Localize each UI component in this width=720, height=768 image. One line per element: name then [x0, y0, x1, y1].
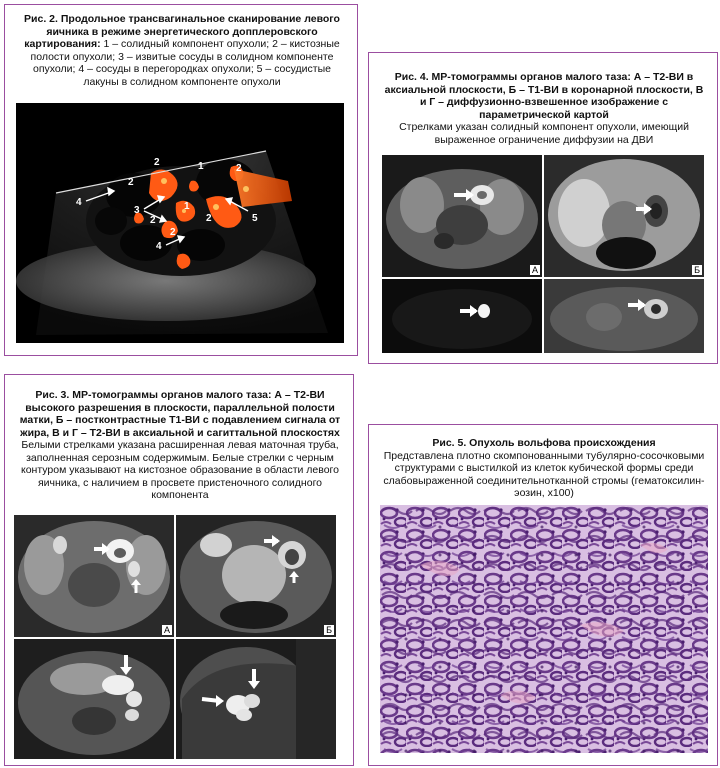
us-marker: 2 [154, 157, 160, 168]
mri-adc-map-image [544, 279, 704, 353]
us-marker: 4 [156, 241, 162, 252]
figure-4-caption [383, 71, 705, 146]
panel-label-a: А [163, 625, 170, 635]
figure-5-title: Рис. 5. Опухоль вольфова происхождения [432, 437, 656, 449]
us-marker: 2 [170, 227, 176, 238]
panel-label-b: Б [326, 625, 332, 635]
figure-5-body: Представлена плотно скомпонованными тубулярно-сосочковыми структурами с выстилкой из клеток кубической формы среди слабовыраженной соединительнотканной стромы (гематоксилин-эозин, х100) [383, 449, 705, 499]
us-marker: 2 [128, 177, 134, 188]
ultrasound-image [16, 103, 344, 343]
figure-5-panel [368, 424, 718, 766]
us-marker: 1 [184, 201, 190, 212]
us-marker: 3 [134, 205, 140, 216]
figure-4-panel [368, 52, 718, 364]
panel-label-b: Б [694, 265, 700, 275]
mri-dwi-image [382, 279, 542, 353]
mri-t2-sagittal-image [176, 639, 336, 759]
panel-label-a: А [531, 265, 538, 275]
mri-coronal-t1-image [544, 155, 704, 277]
figure-5-caption [383, 437, 705, 500]
us-marker: 2 [206, 213, 212, 224]
figure-4-body: Стрелками указан солидный компонент опухоли, имеющий выраженное ограничение диффузии на ДВИ [399, 121, 689, 146]
mri-t1-postcontrast-image [176, 515, 336, 637]
figure-2-body: 1 – солидный компонент опухоли; 2 – кистозные полости опухоли; 3 – извитые сосуды в солидном компоненте опухоли; 4 – сосуды в перегородках опухоли; 5 – сосудистые лакуны в солидном компоненте опухоли [30, 38, 340, 88]
us-marker: 4 [76, 197, 82, 208]
figure-2-caption [15, 13, 349, 88]
figure-4-title: Рис. 4. МР-томограммы органов малого таза: А – Т2-ВИ в аксиальной плоскости, Б – Т1-ВИ в коронарной плоскости, В и Г – диффузионно-взвешенное изображение с параметрической картой [384, 71, 704, 121]
us-marker: 2 [150, 215, 156, 226]
figure-2-title: Рис. 2. Продольное трансвагинальное сканирование левого яичника в режиме энергетического допплеровского картирования: [24, 13, 340, 50]
us-marker: 5 [252, 213, 258, 224]
figure-3-title: Рис. 3. МР-томограммы органов малого таза: А – Т2-ВИ высокого разрешения в плоскости, параллельной полости матки, Б – постконтрастные Т1-ВИ с подавлением сигнала от жира, В и Г – Т2-ВИ в аксиальной и сагиттальной плоскостях [19, 389, 341, 439]
us-marker: 2 [236, 163, 242, 174]
us-marker: 1 [198, 161, 204, 172]
figure-3-caption [11, 389, 349, 502]
mri-t2-axial-image [14, 639, 174, 759]
figure-3-body: Белыми стрелками указана расширенная левая маточная труба, заполненная серозным содержимым. Белые стрелки с черным контуром указывают на кистозное образование в области левого яичника, с наличием в просвете пристеночного солидного компонента [21, 439, 339, 501]
histology-image [380, 505, 708, 753]
mri-t2-uterus-plane-image [14, 515, 174, 637]
mri-axial-t2-image [382, 155, 542, 277]
figure-2-panel [4, 4, 358, 356]
figure-3-panel [4, 374, 354, 766]
